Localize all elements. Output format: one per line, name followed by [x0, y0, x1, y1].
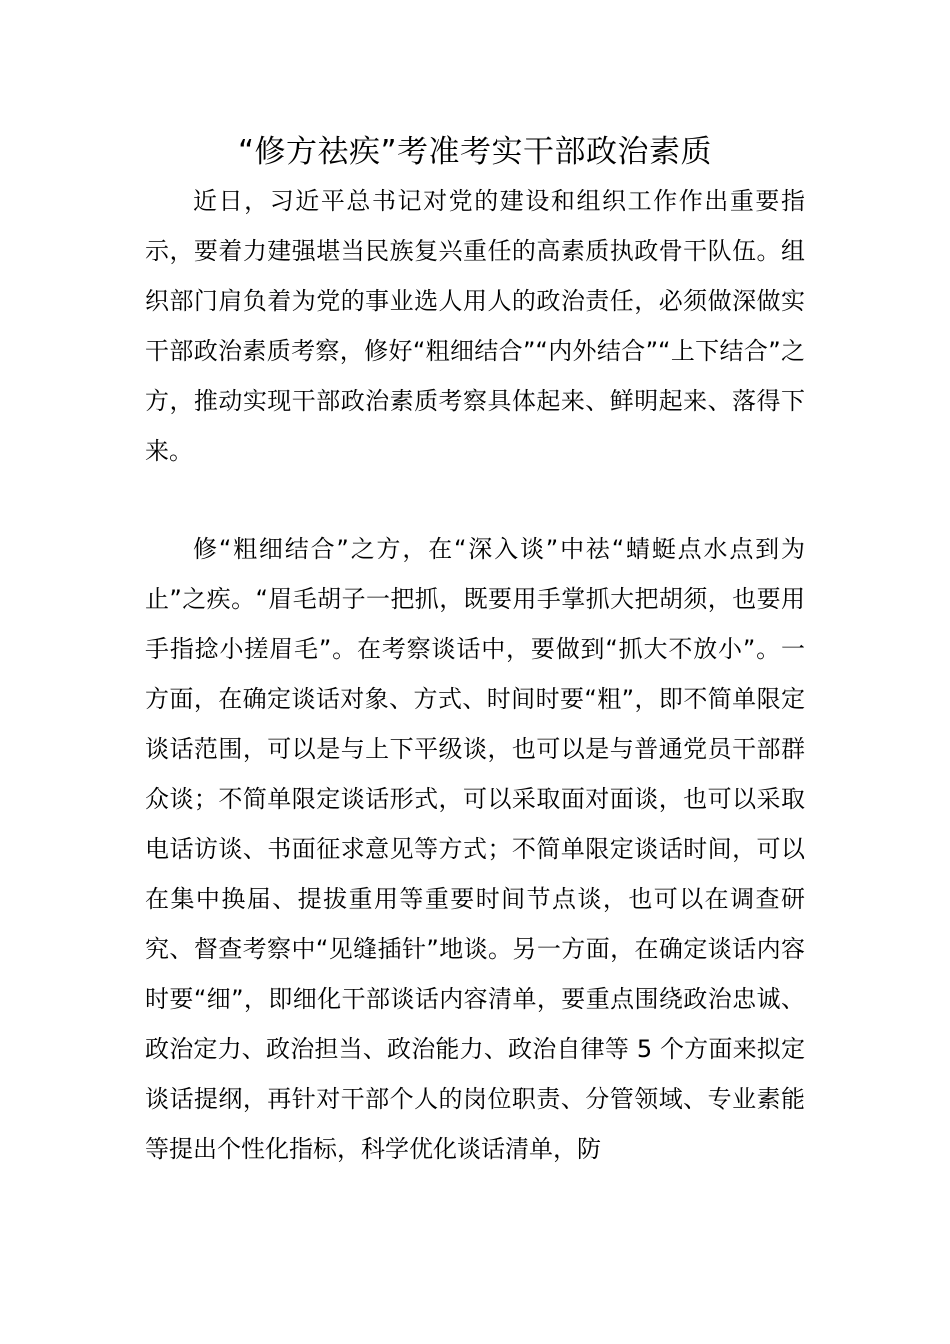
paragraph-intro: 近日，习近平总书记对党的建设和组织工作作出重要指示，要着力建强堪当民族复兴重任的高素质执政骨干队伍。组织部门肩负着为党的事业选人用人的政治责任，必须做深做实干部政治素质考察，修好“粗细结合”“内外结合”“上下结合”之方，推动实现干部政治素质考察具体起来、鲜明起来、落得下来。 [145, 187, 805, 465]
document-title: “修方祛疾”考准考实干部政治素质 [237, 134, 713, 170]
paragraph-coarse-fine: 修“粗细结合”之方，在“深入谈”中祛“蜻蜓点水点到为止”之疾。“眉毛胡子一把抓，既要用手掌抓大把胡须，也要用手指捻小搓眉毛”。在考察谈话中，要做到“抓大不放小”。一方面，在确定谈话对象、方式、时间时要“粗”，即不简单限定谈话范围，可以是与上下平级谈，也可以是与普通党员干部群众谈；不简单限定谈话形式，可以采取面对面谈，也可以采取电话访谈、书面征求意见等方式；不简单限定谈话时间，可以在集中换届、提拔重用等重要时间节点谈，也可以在调查研究、督查考察中“见缝插针”地谈。另一方面，在确定谈话内容时要“细”，即细化干部谈话内容清单，要重点围绕政治忠诚、政治定力、政治担当、政治能力、政治自律等 5 个方面来拟定谈话提纲，再针对干部个人的岗位职责、分管领域、专业素能等提出个性化指标，科学优化谈话清单，防 [145, 535, 805, 1163]
